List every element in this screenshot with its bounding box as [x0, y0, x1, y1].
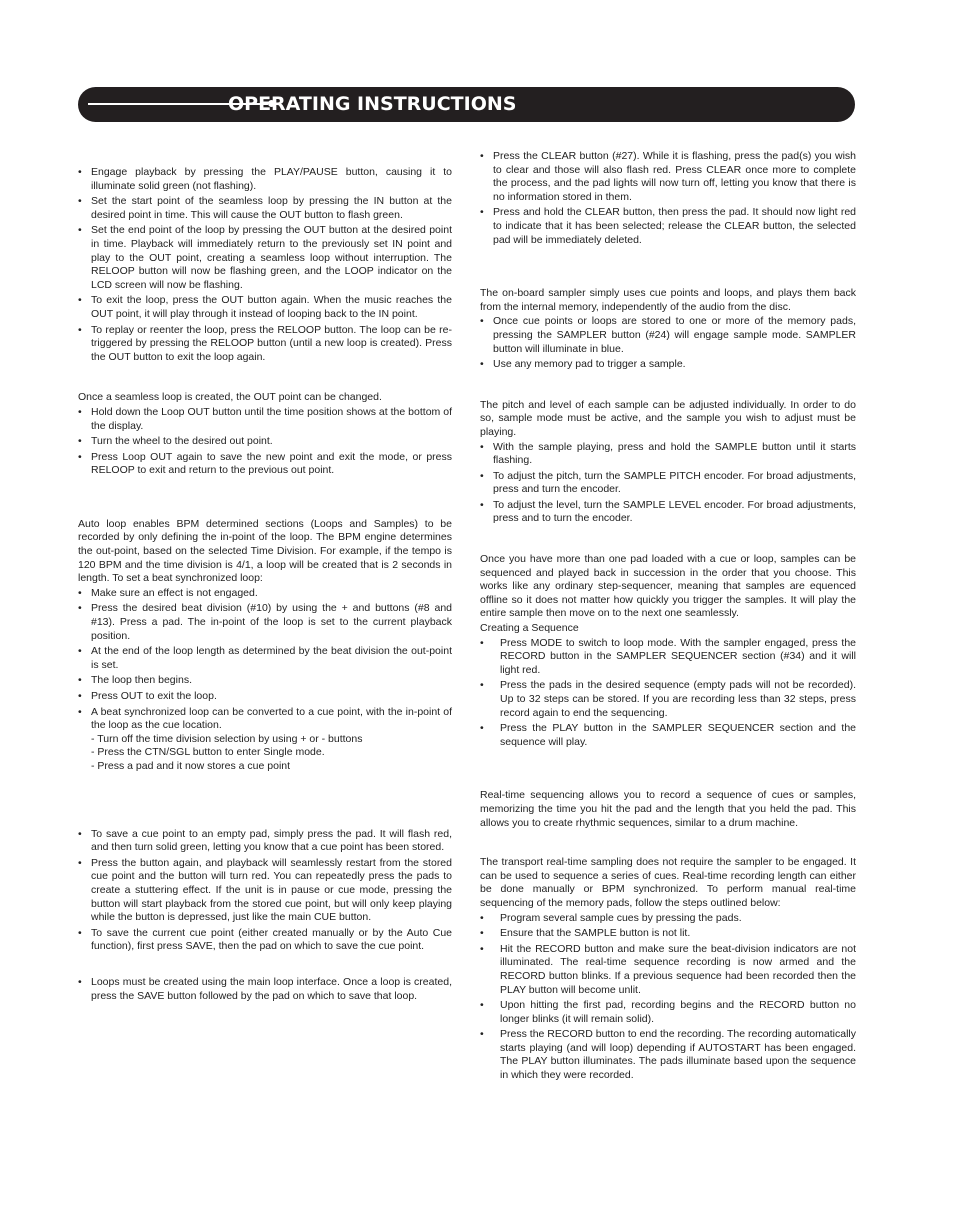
- list-item: • To adjust the pitch, turn the SAMPLE PITCH encoder. For broad adjustments, press and turn the encoder.: [480, 470, 856, 497]
- left-column: [78, 166, 452, 1005]
- list-item: • Upon hitting the first pad, recording begins and the RECORD button no longer blinks (it will remain solid).: [480, 999, 856, 1026]
- list-item: • Turn the wheel to the desired out point.: [78, 435, 452, 449]
- list-item: • Once cue points or loops are stored to one or more of the memory pads, pressing the SAMPLER button (#24) will engage sample mode. SAMPLER button will illuminate in blue.: [480, 315, 856, 356]
- list-item: [78, 706, 452, 774]
- out-list: [78, 406, 452, 478]
- list-item: • Press MODE to switch to loop mode. With the sampler engaged, press the RECORD button in the SAMPLER SEQUENCER section (#34) and it will light red.: [480, 637, 856, 678]
- list-item: • Press the desired beat division (#10) by using the + and buttons (#8 and #13). Press a pad. The in-point of the loop is set to the current playback position.: [78, 602, 452, 643]
- list-item: • The loop then begins.: [78, 674, 452, 688]
- sub-step: - Press the CTN/SGL button to enter Single mode.: [91, 746, 325, 759]
- list-item: • Set the end point of the loop by pressing the OUT button at the desired point in time. Playback will immediately return to the previously set IN point and play to the OUT point, creating a seamless loop without interruption. The RELOOP button will now be flashing green, and the LOOP indicator on the LCD screen will now be flashing.: [78, 224, 452, 292]
- list-item: • Ensure that the SAMPLE button is not lit.: [480, 927, 856, 941]
- list-item: • Use any memory pad to trigger a sample.: [480, 358, 856, 372]
- auto-loop-list: [78, 587, 452, 774]
- list-item: • To exit the loop, press the OUT button again. When the music reaches the OUT point, it will play through it instead of looping back to the IN point.: [78, 294, 452, 321]
- auto-loop-intro: Auto loop enables BPM determined sections (Loops and Samples) to be recorded by only defining the in-point of the loop. The BPM engine determines the out-point, based on the selected Time Division. For example, if the tempo is 120 BPM and the time division is 4/1, a loop will be created that is 2 seconds in length. To set a beat synchronized loop:: [78, 517, 452, 585]
- list-item: • To save a cue point to an empty pad, simply press the pad. It will flash red, and then turn solid green, letting you know that a cue point has been stored.: [78, 828, 452, 855]
- list-item: • Hold down the Loop OUT button until the time position shows at the bottom of the display.: [78, 406, 452, 433]
- transport-intro: The transport real-time sampling does not require the sampler to be engaged. It can be used to sequence a series of cues. Real-time recording length can either be done manually or BPM synchronized. To perform manual real-time sequencing of the memory pads, follow the steps outlined below:: [480, 856, 856, 909]
- transport-list: [480, 912, 856, 1083]
- list-item: • To adjust the level, turn the SAMPLE LEVEL encoder. For broad adjustments, press and to turn the encoder.: [480, 499, 856, 526]
- sequence-list: [480, 637, 856, 750]
- list-item: • Make sure an effect is not engaged.: [78, 587, 452, 601]
- list-item: • Press Loop OUT again to save the new point and exit the mode, or press RELOOP to exit and return to the previous out point.: [78, 451, 452, 478]
- list-item: • To replay or reenter the loop, press the RELOOP button. The loop can be re-triggered by pressing the RELOOP button (until a new loop is created). Press the OUT button to exit the loop again.: [78, 324, 452, 365]
- list-item: • Set the start point of the seamless loop by pressing the IN button at the desired point in time. This will cause the OUT button to flash green.: [78, 195, 452, 222]
- list-item: • With the sample playing, press and hold the SAMPLE button until it starts flashing.: [480, 441, 856, 468]
- list-item: • Hit the RECORD button and make sure the beat-division indicators are not illuminated. The real-time sequence recording is now armed and the RECORD button blinks. If a previous sequence had been recorded then the PLAY button will become unlit.: [480, 943, 856, 997]
- sub-step: - Press a pad and it now stores a cue point: [91, 759, 291, 772]
- realtime-intro: Real-time sequencing allows you to record a sequence of cues or samples, memorizing the time you hit the pad and the length that you held the pad. This allows you to create rhythmic sequences, similar to a drum machine.: [480, 789, 856, 829]
- list-item: • Press the pads in the desired sequence (empty pads will not be recorded). Up to 32 steps can be stored. If you are recording less than 32 steps, press record again to end the sequencing.: [480, 679, 856, 720]
- pitch-intro: The pitch and level of each sample can be adjusted individually. In order to do so, sample mode must be active, and the sample you wish to adjust must be playing.: [480, 398, 856, 438]
- sequence-intro: Once you have more than one pad loaded with a cue or loop, samples can be sequenced and played back in succession in the order that you choose. This works like any ordinary step-sequencer, meaning that samples are equenced offline so it does not matter how quickly you trigger the samples. It will play the entire sample then move on to the next one seamlessly.: [480, 553, 856, 620]
- loop-save-list: [78, 976, 452, 1003]
- loop-list: [78, 166, 452, 364]
- list-item: • Engage playback by pressing the PLAY/PAUSE button, causing it to illuminate solid green (not flashing).: [78, 166, 452, 193]
- header-banner: [78, 87, 855, 122]
- list-item: • Press the button again, and playback will seamlessly restart from the stored cue point and the button will turn red. You can repeatedly press the pads to create a stuttering effect. If the unit is in pause or cue mode, pressing the button will start playback from the stored cue point, but will only keep playing while the button is depressed, just like the main CUE button.: [78, 857, 452, 925]
- list-item: • To save the current cue point (either created manually or by the Auto Cue function), first press SAVE, then the pad on which to save the cue point.: [78, 927, 452, 954]
- clear-list: [480, 150, 856, 247]
- list-item: • Program several sample cues by pressing the pads.: [480, 912, 856, 926]
- list-item: • Press the CLEAR button (#27). While it is flashing, press the pad(s) you wish to clear and those will also flash red. Press CLEAR once more to complete the process, and the pad lights will now turn off, letting you know that there is no information stored in them.: [480, 150, 856, 204]
- list-item-text: A beat synchronized loop can be converted to a cue point, with the in-point of the loop as the cue location.: [91, 705, 452, 732]
- list-item: • At the end of the loop length as determined by the beat division the out-point is set.: [78, 645, 452, 672]
- out-intro: Once a seamless loop is created, the OUT point can be changed.: [78, 391, 382, 404]
- list-item: • Press the PLAY button in the SAMPLER SEQUENCER section and the sequence will play.: [480, 722, 856, 749]
- page-title: OPERATING INSTRUCTIONS: [228, 93, 517, 115]
- right-column: [480, 150, 856, 1085]
- sampler-intro: The on-board sampler simply uses cue points and loops, and plays them back from the internal memory, independently of the audio from the disc.: [480, 287, 856, 313]
- pitch-list: [480, 441, 856, 527]
- sequence-heading: Creating a Sequence: [480, 622, 579, 635]
- sampler-list: [480, 315, 856, 371]
- cue-list: [78, 828, 452, 954]
- sub-step: - Turn off the time division selection by using + or - buttons: [91, 732, 363, 745]
- list-item: • Press the RECORD button to end the recording. The recording automatically starts playing (and will loop) depending if AUTOSTART has been engaged. The PLAY button illuminates. The pads illuminate based upon the sequence in which they were recorded.: [480, 1028, 856, 1082]
- list-item: • Press OUT to exit the loop.: [78, 690, 452, 704]
- list-item: • Loops must be created using the main loop interface. Once a loop is created, press the SAVE button followed by the pad on which to save that loop.: [78, 976, 452, 1003]
- list-item: • Press and hold the CLEAR button, then press the pad. It should now light red to indicate that it has been selected; release the CLEAR button, the selected pad will be immediately deleted.: [480, 206, 856, 247]
